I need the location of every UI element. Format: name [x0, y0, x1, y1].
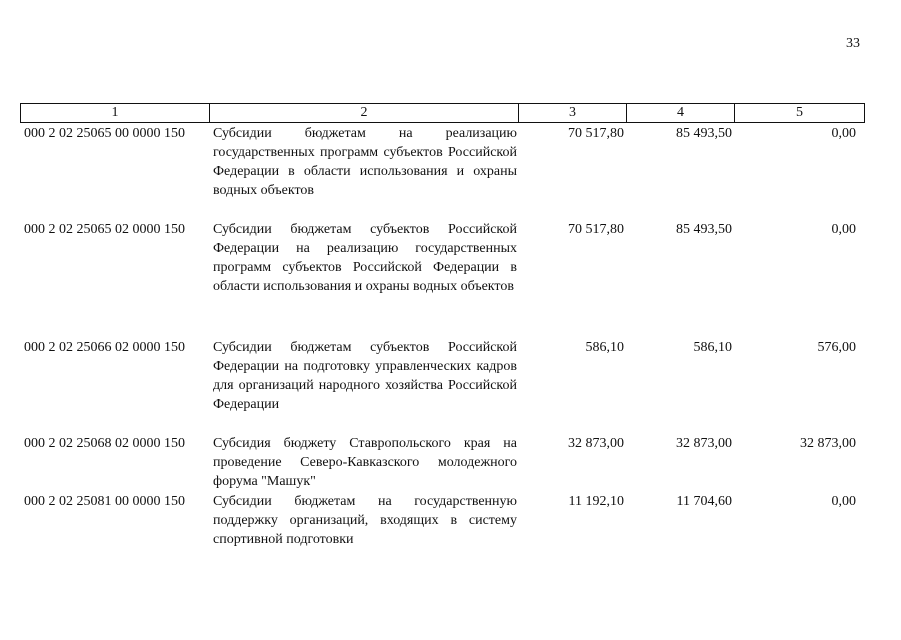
value-col-3: 70 517,80 [568, 126, 624, 141]
value-col-3: 11 192,10 [568, 494, 624, 509]
value-col-4: 85 493,50 [676, 126, 732, 141]
table-row [20, 338, 864, 418]
row-description: Субсидии бюджетам на реализацию государственных программ субъектов Российской Федерации в области использования и охраны водных объектов [213, 126, 517, 198]
table-header [20, 103, 865, 123]
value-col-4: 32 873,00 [676, 436, 732, 451]
budget-code: 000 2 02 25065 02 0000 150 [24, 222, 185, 237]
value-col-5: 0,00 [831, 222, 856, 237]
value-col-3: 70 517,80 [568, 222, 624, 237]
value-col-3: 586,10 [585, 340, 624, 355]
value-col-5: 576,00 [817, 340, 856, 355]
row-description: Субсидии бюджетам субъектов Российской Федерации на реализацию государственных программ субъектов Российской Федерации в области использования и охраны водных объектов [213, 222, 517, 294]
row-description: Субсидия бюджету Ставропольского края на проведение Северо-Кавказского молодежного форума "Машук" [213, 436, 517, 489]
page-number: 33 [846, 36, 860, 51]
value-col-3: 32 873,00 [568, 436, 624, 451]
budget-code: 000 2 02 25068 02 0000 150 [24, 436, 185, 451]
budget-code: 000 2 02 25066 02 0000 150 [24, 340, 185, 355]
header-col-3: 3 [519, 104, 627, 123]
header-col-4: 4 [627, 104, 735, 123]
table-row [20, 492, 864, 552]
budget-code: 000 2 02 25081 00 0000 150 [24, 494, 185, 509]
table-row [20, 220, 864, 318]
value-col-5: 32 873,00 [800, 436, 856, 451]
value-col-5: 0,00 [831, 494, 856, 509]
value-col-5: 0,00 [831, 126, 856, 141]
budget-code: 000 2 02 25065 00 0000 150 [24, 126, 185, 141]
header-col-2: 2 [210, 104, 519, 123]
header-col-5: 5 [735, 104, 865, 123]
header-col-1: 1 [21, 104, 210, 123]
value-col-4: 85 493,50 [676, 222, 732, 237]
value-col-4: 11 704,60 [676, 494, 732, 509]
row-description: Субсидии бюджетам на государственную поддержку организаций, входящих в систему спортивной подготовки [213, 494, 517, 547]
row-description: Субсидии бюджетам субъектов Российской Федерации на подготовку управленческих кадров для организаций народного хозяйства Российской Федерации [213, 340, 517, 412]
table-row [20, 124, 864, 204]
table-row [20, 434, 864, 492]
value-col-4: 586,10 [693, 340, 732, 355]
